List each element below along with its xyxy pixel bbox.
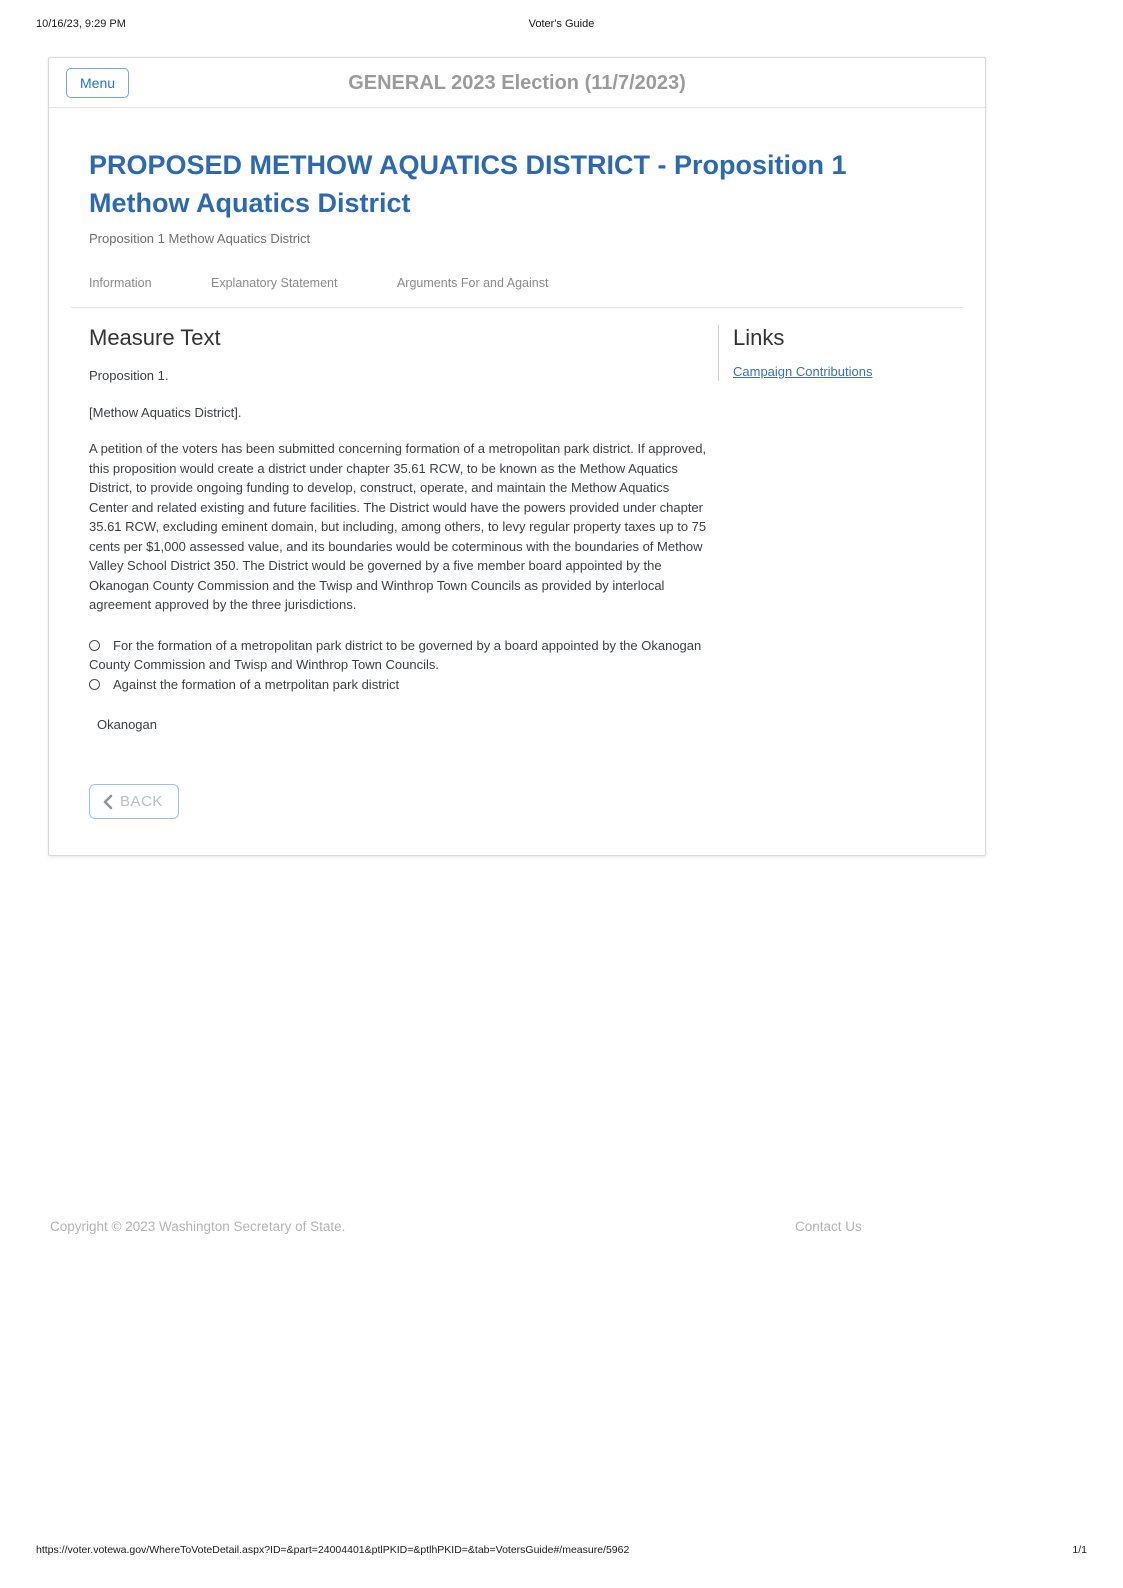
card-body [49,108,985,855]
links-heading: Links [733,325,785,350]
content-columns [89,325,945,819]
contact-us-link[interactable]: Contact Us [795,1219,862,1234]
page-title [89,146,945,222]
election-title: GENERAL 2023 Election (11/7/2023) [348,72,686,94]
card-header [49,58,985,108]
menu-button[interactable]: Menu [66,68,129,98]
district-bracket-line: [Methow Aquatics District]. [89,404,242,420]
campaign-contributions-link[interactable]: Campaign Contributions [733,364,873,379]
page-subtitle: Proposition 1 Methow Aquatics District [89,231,311,246]
ballot-option-for[interactable] [89,636,711,675]
tab-explanatory-statement[interactable]: Explanatory Statement [211,276,338,290]
print-timestamp: 10/16/23, 9:29 PM [36,18,126,30]
ballot-options [89,636,711,695]
county-name: Okanogan [97,717,157,732]
page-title-line2: Methow Aquatics District [89,188,411,218]
measure-body-text: A petition of the voters has been submitted concerning formation of a metropolitan park district. If approved, this proposition would create a district under chapter 35.61 RCW, to be known as the Methow Aquatics District, to provide ongoing funding to develop, construct, operate, and maintain the Methow Aquatics Center and related existing and future facilities. The District would have the powers provided under chapter 35.61 RCW, excluding eminent domain, but including, among others, to levy regular property taxes up to 75 cents per $1,000 assessed value, and its boundaries would be coterminous with the boundaries of Methow Valley School District 350. The District would be governed by a five member board appointed by the Okanogan County Commission and the Twisp and Winthrop Town Councils as provided by interlocal agreement approved by the three jurisdictions. [89,441,707,612]
chevron-left-icon [102,794,113,810]
back-button-label: BACK [120,793,163,810]
tab-arguments-for-and-against[interactable]: Arguments For and Against [396,276,549,290]
site-footer [50,1219,986,1234]
voters-guide-card [48,57,986,856]
print-url: https://voter.votewa.gov/WhereToVoteDetail.aspx?ID=&part=24004401&ptlPKID=&ptlhPKID=&tab=VotersGuide#/measure/5962 [36,1544,630,1556]
measure-text-column [89,325,711,819]
ballot-option-against[interactable] [89,675,711,695]
radio-button-icon[interactable] [89,640,100,651]
back-button[interactable] [89,784,179,819]
ballot-option-against-label: Against the formation of a metrpolitan park district [113,676,400,692]
page-title-line1: PROPOSED METHOW AQUATICS DISTRICT - Proposition 1 [89,150,847,180]
links-column [718,325,872,381]
radio-button-icon[interactable] [89,679,100,690]
copyright-text: Copyright © 2023 Washington Secretary of State. [50,1219,346,1234]
print-doc-title: Voter's Guide [528,18,595,30]
print-page-number: 1/1 [1072,1544,1087,1556]
tab-information[interactable]: Information [89,276,152,290]
proposition-line: Proposition 1. [89,368,169,383]
tab-bar [71,276,963,308]
print-footer [36,1544,1087,1556]
ballot-option-for-label: For the formation of a metropolitan park district to be governed by a board appointed by the Okanogan County Commission and Twisp and Winthrop Town Councils. [89,637,702,672]
measure-text-heading: Measure Text [89,325,221,350]
